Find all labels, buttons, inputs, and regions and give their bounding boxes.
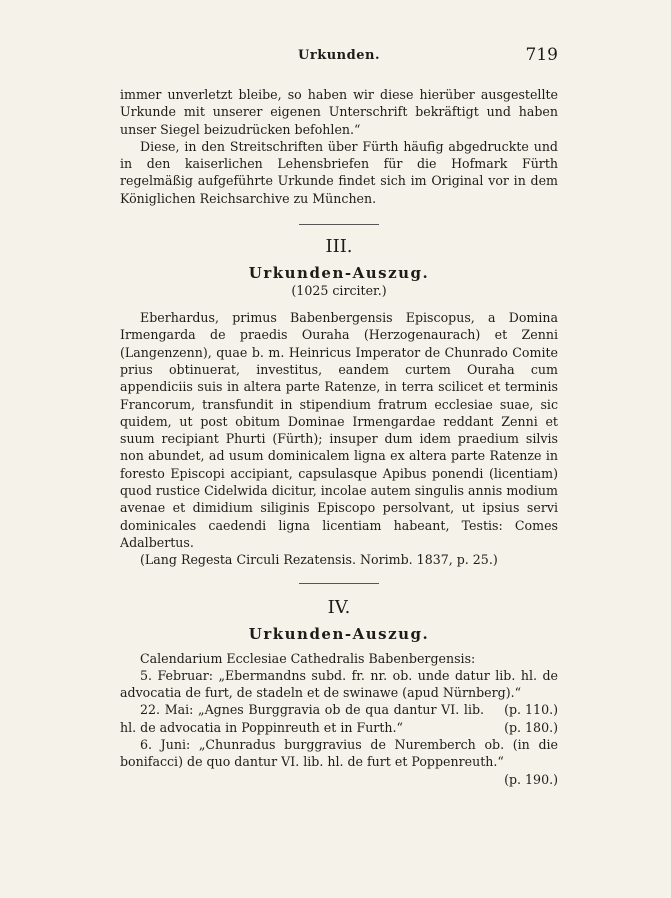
section-3-title: Urkunden-Auszug. <box>248 264 430 283</box>
section-3-date: (1025 circiter.) <box>291 283 387 299</box>
entry-text: 22. Mai: „Agnes Burggravia ob de qua dantur VI. lib. hl. de advocatia in Poppinreuth et in Furth.“ <box>120 702 485 735</box>
section-divider <box>299 224 379 225</box>
running-header <box>120 45 558 72</box>
entry-text: 6. Juni: „Chunradus burggravius de Nuremberch ob. (in die bonifacci) de quo dantur VI. lib. hl. de furt et Poppenreuth.“ <box>120 737 558 770</box>
entry-text: 5. Februar: „Ebermandns subd. fr. nr. ob. unde datur lib. hl. de advocatia de furt, de stadeln et de swinawe (apud Nürnberg).“ <box>120 667 558 701</box>
section-3-text: Eberhardus, primus Babenbergensis Episcopus, a Domina Irmengarda de praedis Ouraha (Herzogenaurach) et Zenni (Langenzenn), quae b. m. Heinricus Imperator de Chunrado Comite prius obtinuerat, investitus, eandem curtem Ouraha cum appendiciis suis in altera parte Ratenze, in terra scilicet et terminis Francorum, transfundit in stipendium fratrum ecclesiae suae, sic quidem, ut post obitum Dominae Irmengardae reddant Zenni et suum recipiant Phurti (Fürth); insuper dum idem praedium silvis non abundet, ad usum dominicalem ligna ex altera parte Ratenze in foresto Episcopi accipiant, capsulasque Apibus ponendi (licentiam) quod rustice Cidelwida dicitur, incolae autem singulis annis modium avenae et dimidium siliginis Episcopo persolvant, ut ipsius servi dominicales caedendi ligna licentiam habeant, Testis: Comes Adalbertus. <box>120 310 558 550</box>
section-4-numeral: IV. <box>327 596 351 618</box>
entry-page-ref: (p. 110.) <box>504 702 558 718</box>
intro-paragraph-2: Diese, in den Streitschriften über Fürth häufig abgedruckte und in den kaiserlichen Lehensbriefen für die Hofmark Fürth regelmäßig aufgeführte Urkunde findet sich im Original vor in dem Königlichen Reichsarchive zu München. <box>120 138 558 206</box>
intro-paragraph-1: immer unverletzt bleibe, so haben wir diese hierüber ausgestellte Urkunde mit unserer eigenen Unterschrift bekräftigt und haben unser Siegel beizudrücken befohlen.“ <box>120 87 558 137</box>
page-number: 719 <box>525 45 558 65</box>
calendar-entry <box>120 736 558 787</box>
header-title: Urkunden. <box>298 48 380 63</box>
section-3-numeral: III. <box>325 236 353 258</box>
section-3-source: (Lang Regesta Circuli Rezatensis. Norimb. 1837, p. 25.) <box>140 552 498 568</box>
entry-page-ref: (p. 180.) <box>504 719 558 735</box>
page-body <box>120 86 558 788</box>
entry-page-ref: (p. 190.) <box>504 771 558 787</box>
calendar-entry <box>120 667 558 718</box>
section-divider <box>299 583 379 584</box>
section-4-title: Urkunden-Auszug. <box>248 624 430 643</box>
section-4-heading: Calendarium Ecclesiae Cathedralis Babenbergensis: <box>140 650 476 666</box>
